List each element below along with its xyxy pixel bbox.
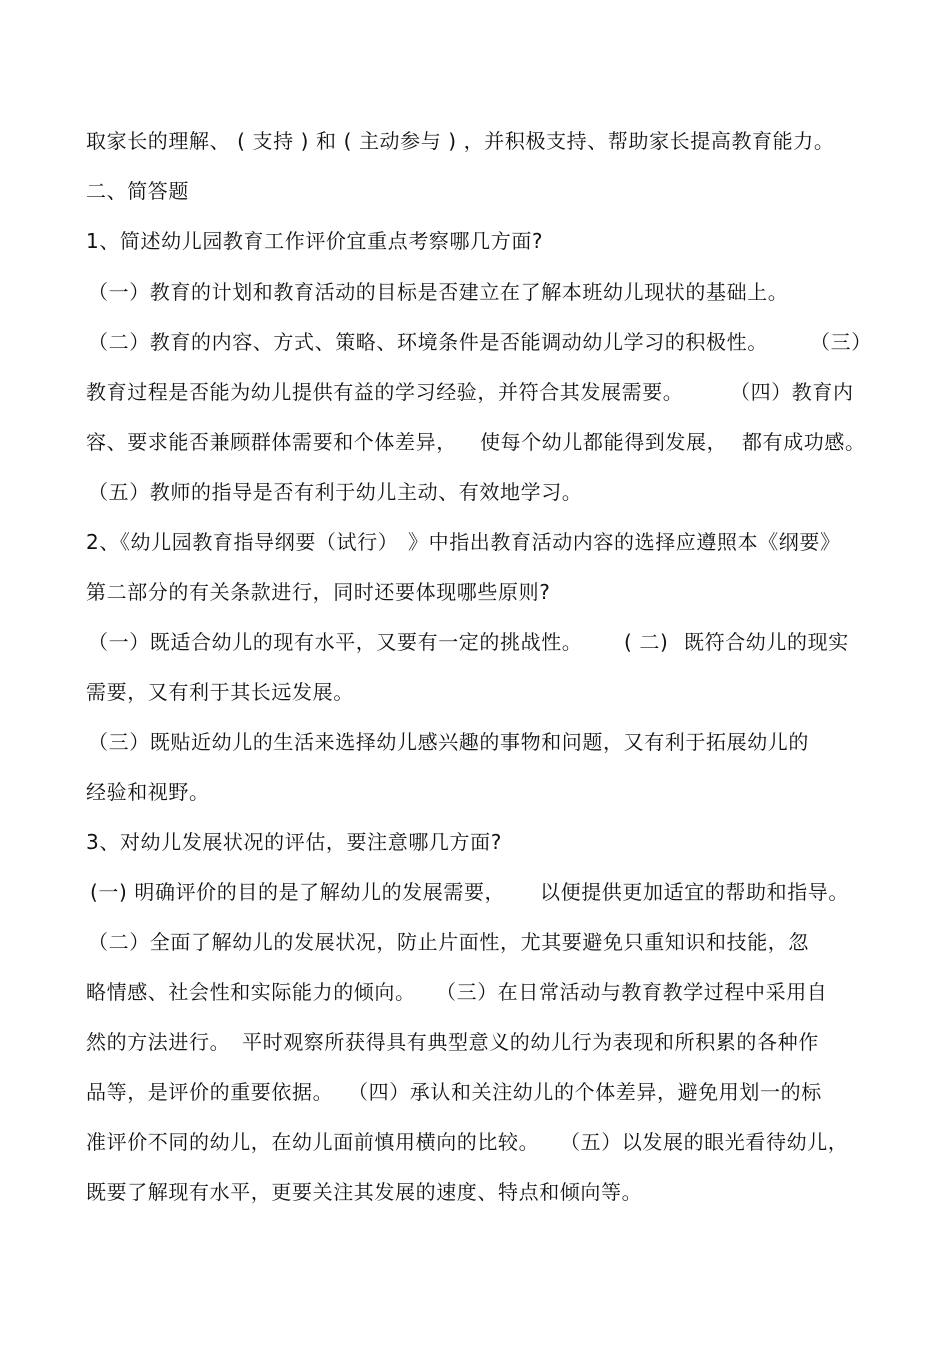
answer-2-point-2-marker: ( 二) — [624, 630, 669, 654]
answer-1-point-5: （五）教师的指导是否有利于幼儿主动、有效地学习。 — [88, 480, 583, 504]
answer-2-point-3: （三）既贴近幼儿的生活来选择幼儿感兴趣的事物和问题，又有利于拓展幼儿的 — [88, 730, 809, 754]
answer-2-point-1: （一）既适合幼儿的现有水平，又要有一定的挑战性。 — [88, 630, 583, 654]
text-line: 容、要求能否兼顾群体需要和个体差异， — [86, 430, 457, 454]
text-line: 都有成功感。 — [742, 430, 866, 454]
answer-1-point-2: （二）教育的内容、方式、策略、环境条件是否能调动幼儿学习的积极性。 — [88, 330, 768, 354]
text-line: 需要，又有利于其长远发展。 — [86, 680, 354, 704]
text-line: 略情感、社会性和实际能力的倾向。 — [86, 980, 416, 1004]
answer-3-point-2: （二）全面了解幼儿的发展状况，防止片面性，尤其要避免只重知识和技能，忽 — [88, 930, 809, 954]
text-line: 准评价不同的幼儿，在幼儿面前慎用横向的比较。 — [86, 1130, 540, 1154]
question-1: 1、简述幼儿园教育工作评价宜重点考察哪几方面? — [86, 229, 544, 253]
text-line: 使每个幼儿都能得到发展， — [480, 430, 728, 454]
answer-3-point-3: （三）在日常活动与教育教学过程中采用自 — [436, 980, 828, 1004]
text-line: 第二部分的有关条款进行，同时还要体现哪些原则? — [86, 580, 551, 604]
text-line: 平时观察所获得具有典型意义的幼儿行为表现和所积累的各种作 — [242, 1030, 819, 1054]
text-line: （四）教育内 — [730, 380, 854, 404]
text-line: 既符合幼儿的现实 — [684, 630, 849, 654]
answer-1-point-1: （一）教育的计划和教育活动的目标是否建立在了解本班幼儿现状的基础上。 — [88, 280, 789, 304]
text-line: 品等，是评价的重要依据。 — [86, 1080, 334, 1104]
text-line: 教育过程是否能为幼儿提供有益的学习经验，并符合其发展需要。 — [86, 380, 684, 404]
text-line: 》中指出教育活动内容的选择应遵照本《纲要》 — [408, 530, 841, 554]
question-2: 2、《幼儿园教育指导纲要（试行） — [86, 530, 399, 554]
text-line: 取家长的理解、 ( 支持 ) 和 ( 主动参与 ) ，并积极支持、帮助家长提高教育能力。 — [86, 129, 835, 153]
question-3: 3、对幼儿发展状况的评估，要注意哪几方面? — [86, 830, 502, 854]
answer-3-point-5: （五）以发展的眼光看待幼儿， — [560, 1130, 849, 1154]
text-line: 经验和视野。 — [86, 780, 210, 804]
answer-3-point-4: （四）承认和关注幼儿的个体差异，避免用划一的标 — [348, 1080, 822, 1104]
answer-1-point-3-marker: （三） — [810, 330, 872, 354]
answer-3-point-1: (一) 明确评价的目的是了解幼儿的发展需要， — [90, 880, 506, 904]
text-line: 既要了解现有水平，更要关注其发展的速度、特点和倾向等。 — [86, 1180, 643, 1204]
section-heading: 二、简答题 — [86, 179, 189, 203]
text-line: 以便提供更加适宜的帮助和指导。 — [540, 880, 849, 904]
text-line: 然的方法进行。 — [86, 1030, 231, 1054]
